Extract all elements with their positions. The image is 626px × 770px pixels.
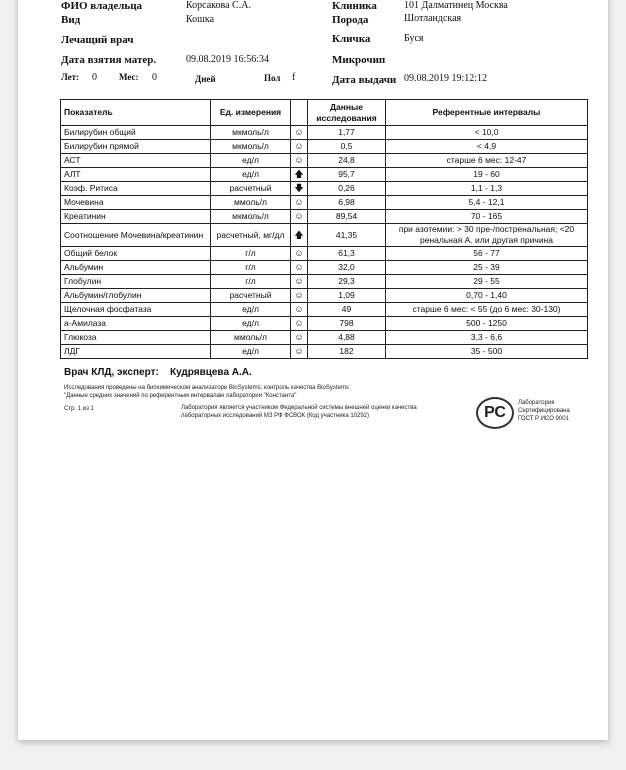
unit: г/л: [211, 261, 291, 275]
unit: ед/л: [211, 317, 291, 331]
species-label: Вид: [61, 14, 81, 26]
table-row: [61, 331, 588, 345]
owner: Корсакова С.А.: [186, 0, 251, 11]
name-label: Кличка: [332, 33, 371, 45]
value: 61,3: [308, 247, 386, 261]
value: 798: [308, 317, 386, 331]
page-number: Стр. 1 из 1: [64, 406, 94, 412]
value: 89,54: [308, 210, 386, 224]
unit: мкмоль/л: [211, 210, 291, 224]
years-label: Лет:: [61, 72, 80, 82]
results-table: [60, 99, 588, 359]
days-label: Дней: [195, 74, 216, 84]
reference: < 4,9: [386, 140, 588, 154]
reference: 25 - 39: [386, 261, 588, 275]
reference: 19 - 60: [386, 168, 588, 182]
issue-date: 09.08.2019 19:12:12: [404, 73, 488, 84]
unit: ммоль/л: [211, 196, 291, 210]
reference: 3,3 - 6,6: [386, 331, 588, 345]
flag-icon: ☺: [291, 289, 308, 303]
value: 0,5: [308, 140, 386, 154]
table-row: [61, 317, 588, 331]
table-row: [61, 289, 588, 303]
fsvok-note: Лаборатория является участником Федеральной системы внешней оценки качества: [181, 405, 417, 411]
flag-icon: ☺: [291, 247, 308, 261]
indicator: а-Амилаза: [61, 317, 211, 331]
col-unit: Ед. измерения: [211, 100, 291, 126]
indicator: Альбумин: [61, 261, 211, 275]
reference-note: "Данные средних значений по референтным интервалам лаборатории "Константа": [64, 393, 297, 399]
table-row: [61, 224, 588, 247]
table-row: [61, 140, 588, 154]
indicator: Альбумин/глобулин: [61, 289, 211, 303]
value: 49: [308, 303, 386, 317]
flag-icon: ☺: [291, 275, 308, 289]
indicator: Коэф. Ритиса: [61, 182, 211, 196]
indicator: АЛТ: [61, 168, 211, 182]
flag-icon: ☺: [291, 317, 308, 331]
unit: ед/л: [211, 345, 291, 359]
reference: 29 - 55: [386, 275, 588, 289]
analyzer-note: Исследования проведены на биохимическом анализаторе BioSystems; контроль качества BioSystems: [64, 385, 349, 391]
table-row: [61, 303, 588, 317]
breed-label: Порода: [332, 14, 369, 26]
doctor-label: Лечащий врач: [61, 34, 134, 46]
unit: мкмоль/л: [211, 140, 291, 154]
expert-label: Врач КЛД, эксперт:: [64, 367, 159, 378]
flag-icon: ☺: [291, 210, 308, 224]
cert-line-3: ГОСТ Р ИСО 9001: [518, 416, 569, 422]
table-row: [61, 154, 588, 168]
table-header: [61, 100, 588, 126]
table-row: [61, 275, 588, 289]
col-flag: [291, 100, 308, 126]
table-row: [61, 345, 588, 359]
flag-icon: ☺: [291, 196, 308, 210]
unit: ммоль/л: [211, 331, 291, 345]
flag-icon: ☺: [291, 140, 308, 154]
value: 182: [308, 345, 386, 359]
reference: 56 - 77: [386, 247, 588, 261]
reference: при азотемии: > 30 пре-/постренальная; <20 ренальная А. или другая причина: [386, 224, 588, 247]
cert-line-2: Сертифицирована: [518, 408, 570, 414]
unit: расчетный: [211, 182, 291, 196]
report-page: [18, 0, 608, 740]
indicator: Щелочная фосфатаза: [61, 303, 211, 317]
pet-name: Буся: [404, 33, 424, 44]
sample-date: 09.08.2019 16:56:34: [186, 54, 270, 65]
value: 1,77: [308, 126, 386, 140]
indicator: Билирубин прямой: [61, 140, 211, 154]
reference: 0,70 - 1,40: [386, 289, 588, 303]
value: 29,3: [308, 275, 386, 289]
unit: г/л: [211, 275, 291, 289]
value: 4,88: [308, 331, 386, 345]
value: 0,26: [308, 182, 386, 196]
table-row: [61, 210, 588, 224]
table-row: [61, 261, 588, 275]
value: 24,8: [308, 154, 386, 168]
clinic: 101 Далматинец Москва: [404, 0, 508, 11]
reference: 35 - 500: [386, 345, 588, 359]
breed: Шотландская: [404, 13, 462, 24]
reference: 5,4 - 12,1: [386, 196, 588, 210]
flag-icon: ☺: [291, 303, 308, 317]
flag-icon: ☺: [291, 154, 308, 168]
indicator: Соотношение Мочевина/креатинин: [61, 224, 211, 247]
flag-icon: ☺: [291, 261, 308, 275]
months-label: Мес:: [119, 72, 139, 82]
expert-name: Кудрявцева А.А.: [170, 367, 252, 378]
flag-icon: ☺: [291, 126, 308, 140]
sample-date-label: Дата взятия матер.: [61, 54, 157, 66]
value: 95,7: [308, 168, 386, 182]
table-row: [61, 126, 588, 140]
value: 6,98: [308, 196, 386, 210]
reference: 70 - 165: [386, 210, 588, 224]
unit: ед/л: [211, 154, 291, 168]
table-row: [61, 247, 588, 261]
issue-date-label: Дата выдачи: [332, 74, 397, 86]
fsvok-note-2: лабораторных исследований МЗ РФ ФСВОК (Код участника 10292): [181, 413, 370, 419]
value: 1,09: [308, 289, 386, 303]
col-value: Данные исследования: [308, 100, 386, 126]
months: 0: [152, 72, 157, 83]
sex: f: [292, 72, 296, 83]
cert-line-1: Лаборатория: [518, 400, 555, 406]
unit: расчетный, мг/дл: [211, 224, 291, 247]
col-indicator: Показатель: [61, 100, 211, 126]
reference: 500 - 1250: [386, 317, 588, 331]
value: 32,0: [308, 261, 386, 275]
owner-label: ФИО владельца: [61, 0, 143, 12]
indicator: АСТ: [61, 154, 211, 168]
table-row: [61, 182, 588, 196]
years: 0: [92, 72, 97, 83]
unit: г/л: [211, 247, 291, 261]
reference: < 10,0: [386, 126, 588, 140]
value: 41,35: [308, 224, 386, 247]
indicator: Глюкоза: [61, 331, 211, 345]
indicator: Билирубин общий: [61, 126, 211, 140]
indicator: Мочевина: [61, 196, 211, 210]
indicator: ЛДГ: [61, 345, 211, 359]
sex-label: Пол: [264, 73, 281, 83]
table-row: [61, 196, 588, 210]
reference: старше 6 мес: < 55 (до 6 мес: 30-130): [386, 303, 588, 317]
reference: 1,1 - 1,3: [386, 182, 588, 196]
col-reference: Референтные интервалы: [386, 100, 588, 126]
species: Кошка: [186, 14, 215, 25]
indicator: Глобулин: [61, 275, 211, 289]
unit: расчетный: [211, 289, 291, 303]
clinic-label: Клиника: [332, 0, 377, 12]
flag-icon: 🡅: [291, 168, 308, 182]
table-row: [61, 168, 588, 182]
unit: мкмоль/л: [211, 126, 291, 140]
chip-label: Микрочип: [332, 54, 386, 66]
unit: ед/л: [211, 168, 291, 182]
reference: старше 6 мес: 12-47: [386, 154, 588, 168]
indicator: Креатинин: [61, 210, 211, 224]
cert-logo: РС: [476, 397, 514, 429]
flag-icon: ☺: [291, 345, 308, 359]
unit: ед/л: [211, 303, 291, 317]
flag-icon: ☺: [291, 331, 308, 345]
flag-icon: 🡇: [291, 182, 308, 196]
flag-icon: 🡅: [291, 224, 308, 247]
indicator: Общий белок: [61, 247, 211, 261]
